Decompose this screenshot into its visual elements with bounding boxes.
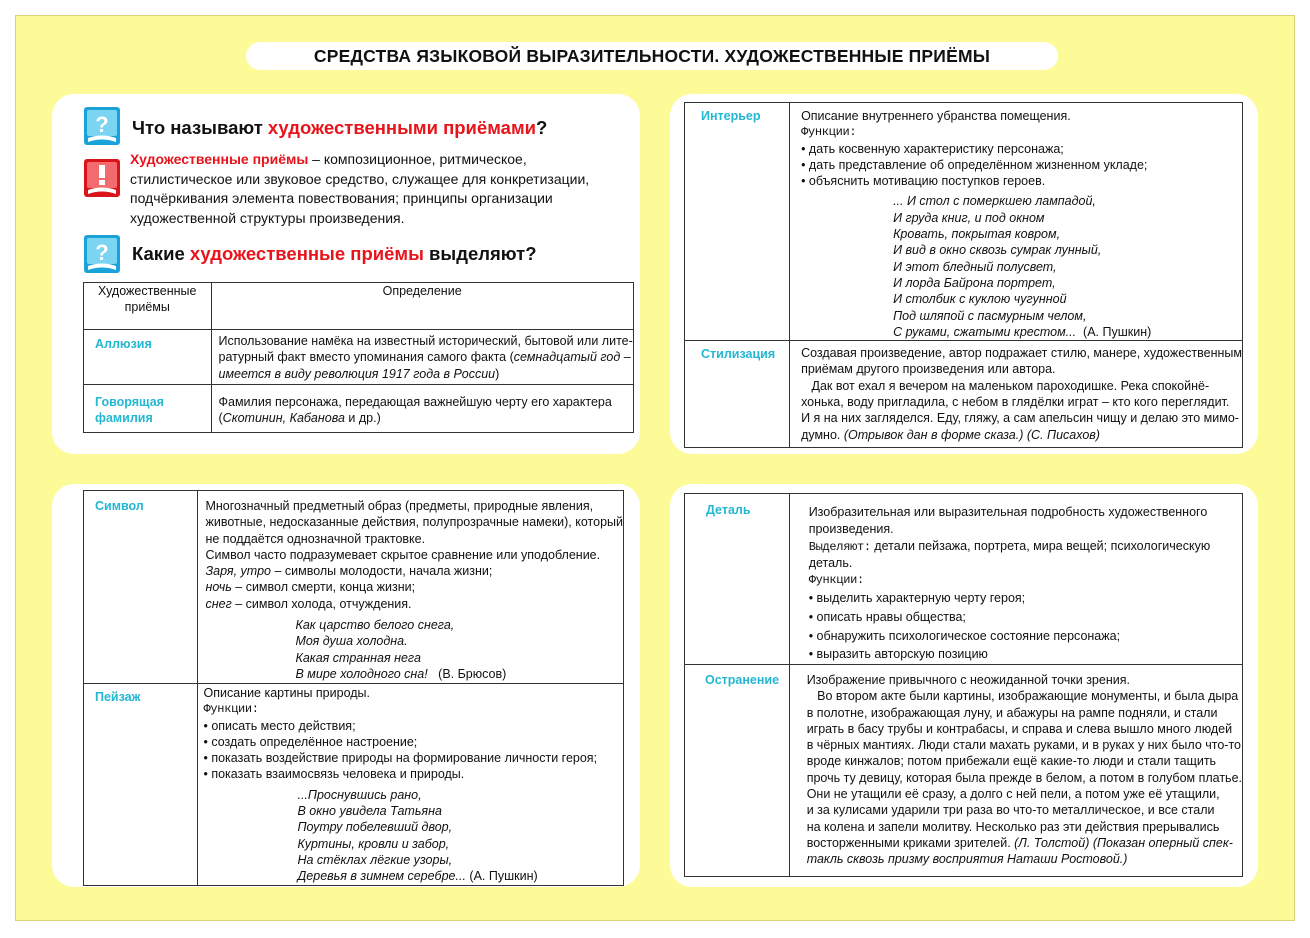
- row-stylization: [685, 341, 1243, 448]
- landscape-functions-label: Функции:: [203, 702, 259, 717]
- interior-poem-line-7: И столбик с куклою чугунной: [893, 292, 1067, 307]
- def-estrangement: [789, 665, 1242, 877]
- landscape-poem-line-2: В окно увидела Татьяна: [297, 804, 442, 819]
- def-symbol: [198, 491, 624, 684]
- stylization-line-6: [801, 427, 1242, 443]
- detail-highlight-text: детали пейзажа, портрета, мира вещей; психологическую: [870, 538, 1211, 553]
- header-definition: [211, 283, 633, 330]
- symbol-line-2: животные, недосказанные действия, полупрозрачные намеки), который: [205, 515, 623, 530]
- symbol-author: (В. Брюсов): [438, 666, 507, 681]
- interior-poem-line-8: Под шляпой с пасмурным челом,: [893, 308, 1087, 323]
- allusion-line-1: Использование намёка на известный исторический, бытовой или лите-: [218, 334, 633, 348]
- term-speaking-name-text: Говорящая фамилия: [95, 395, 164, 426]
- symbol-line-4: Символ часто подразумевает скрытое сравнение или уподобление.: [205, 547, 601, 562]
- row-landscape: [84, 684, 624, 886]
- stylization-last-a: думно.: [801, 427, 844, 442]
- question-book-icon: [83, 106, 121, 146]
- estrangement-line-5: в чёрных мантиях. Люди стали махать руками, и в руках у них было что-то: [806, 738, 1241, 753]
- term-interior-text: Интерьер: [701, 109, 761, 123]
- estrangement-line-4: играть в басу трубы и контрабасы, и справа и слева вышло много людей: [806, 721, 1233, 736]
- landscape-poem-line-3: Поутру побелевший двор,: [297, 820, 453, 835]
- interior-poem-line-4: И вид в окно сквозь сумрак лунный,: [893, 243, 1102, 258]
- speaking-l2a: (: [218, 411, 223, 426]
- header-term-text: Художественные приёмы: [98, 284, 197, 315]
- header-definition-text: Определение: [382, 284, 462, 298]
- landscape-bullet-4: • показать взаимосвязь человека и природы.: [203, 767, 465, 782]
- detail-highlight-label: Выделяют:: [808, 539, 871, 554]
- interior-poem-last: С руками, сжатыми крестом...: [893, 324, 1077, 339]
- estrangement-line-7: прочь ту девицу, которая была прежде в белом, а потом в голубом платье.: [806, 770, 1242, 785]
- interior-poem-line-2: И груда книг, и под окном: [893, 210, 1045, 225]
- row-interior: [685, 103, 1243, 341]
- estrangement-line-10: на колена и запели молитву. Несколько раз эти действия прерывались: [806, 819, 1220, 834]
- symbol-poem-last: В мире холодного сна!: [295, 666, 428, 681]
- interior-poem-line-1: ... И стол с померкшею лампадой,: [893, 194, 1096, 209]
- interior-poem-line-3: Кровать, покрытая ковром,: [893, 227, 1061, 242]
- term-allusion-text: Аллюзия: [95, 337, 152, 351]
- detail-bullet-4: • выразить авторскую позицию: [808, 647, 988, 662]
- detail-bullet-1: • выделить характерную черту героя;: [808, 590, 1026, 605]
- landscape-bullet-2: • создать определённое настроение;: [203, 734, 418, 749]
- landscape-poem: [297, 787, 623, 885]
- symbol-example-2: [205, 579, 623, 595]
- detail-line-1: Изобразительная или выразительная подробность художественного: [808, 505, 1208, 519]
- estrangement-line-3: в полотне, изображающая луну, и абажуры на рампе подняли, и стали: [806, 705, 1218, 720]
- row-detail: [685, 494, 1243, 665]
- detail-highlight: [809, 538, 1242, 556]
- symbol-poem: [295, 617, 623, 682]
- landscape-poem-line-6: [297, 868, 623, 884]
- allusion-l2a: ратурный факт вместо упоминания самого факта (: [218, 350, 514, 365]
- def-interior: [790, 103, 1243, 341]
- table-symbol-landscape: [83, 490, 624, 886]
- question-what-is: [132, 117, 547, 139]
- landscape-bullet-1: • описать место действия;: [203, 718, 356, 733]
- svg-text:?: ?: [95, 112, 109, 137]
- allusion-l3b: ): [495, 366, 500, 381]
- speaking-l2b: Скотинин, Кабанова: [222, 411, 345, 426]
- svg-text:?: ?: [95, 240, 109, 265]
- def-allusion: [211, 330, 633, 385]
- detail-functions-label: Функции:: [808, 573, 864, 588]
- allusion-line-3: [219, 366, 633, 382]
- symbol-poem-line-1: Как царство белого снега,: [295, 618, 455, 633]
- estrangement-line-12: такль сквозь призму восприятия Наташи Ростовой.): [806, 852, 1128, 867]
- estrangement-line-1: Изображение привычного с неожиданной точки зрения.: [806, 673, 1130, 687]
- interior-poem-line-5: И этот бледный полусвет,: [893, 259, 1057, 274]
- landscape-poem-line-5: На стёклах лёгкие узоры,: [297, 852, 453, 867]
- term-allusion: [84, 330, 212, 385]
- term-landscape: [84, 684, 198, 886]
- estrangement-line-8: Они не утащили её сразу, а долго с ней пели, а потом уже её утащили,: [806, 787, 1220, 802]
- symbol-ex1-term: Заря, утро: [205, 564, 271, 579]
- symbol-ex2-text: – символ смерти, конца жизни;: [231, 580, 416, 595]
- symbol-line-1: Многозначный предметный образ (предметы, природные явления,: [205, 499, 594, 513]
- allusion-line-2: [219, 349, 633, 365]
- stylization-line-4: хонька, воду пригладила, с небом в глядёлки играт – кто кого переглядит.: [801, 395, 1230, 410]
- poster-title-text: СРЕДСТВА ЯЗЫКОВОЙ ВЫРАЗИТЕЛЬНОСТИ. ХУДОЖЕСТВЕННЫЕ ПРИЁМЫ: [313, 45, 991, 66]
- symbol-poem-line-4: [295, 666, 623, 682]
- interior-bullet-3: • объяснить мотивацию поступков героев.: [801, 174, 1046, 189]
- symbol-example-3: [205, 596, 623, 612]
- exclamation-book-icon: [83, 158, 121, 198]
- estrangement-last-b: (Л. Толстой) (Показан оперный спек-: [1014, 835, 1233, 850]
- detail-bullet-3: • обнаружить психологическое состояние персонажа;: [808, 628, 1121, 643]
- question-which: [132, 243, 537, 265]
- estrangement-line-9: и за кулисами ударили три раза во что-то металлическое, и все стали: [806, 803, 1215, 818]
- def-speaking-name: [211, 385, 633, 433]
- term-estrangement-text: Остранение: [705, 673, 780, 687]
- landscape-poem-line-1: ...Проснувшись рано,: [297, 787, 422, 802]
- estrangement-line-11: [807, 835, 1242, 851]
- term-estrangement: [685, 665, 790, 877]
- stylization-line-2: приёмам другого произведения или автора.: [801, 362, 1056, 377]
- term-detail-text: Деталь: [706, 503, 751, 517]
- header-term: [84, 283, 212, 330]
- term-landscape-text: Пейзаж: [95, 690, 141, 704]
- definition-body: – композиционное, ритмическое, стилистическое или звуковое средство, служащее для конкретизации, подчёркивания элемента повествования; принципы организации художественной структуры произведения.: [130, 151, 590, 226]
- def-landscape: [198, 684, 624, 886]
- detail-highlight-text-2: деталь.: [808, 556, 853, 571]
- landscape-author: (А. Пушкин): [469, 869, 538, 884]
- row-symbol: [84, 491, 624, 684]
- interior-line-1: Описание внутреннего убранства помещения.: [801, 109, 1071, 123]
- term-speaking-name: [84, 385, 212, 433]
- symbol-poem-line-3: Какая странная нега: [295, 650, 421, 665]
- q2-highlight: художественные приёмы: [189, 243, 424, 264]
- symbol-example-1: [205, 563, 623, 579]
- q1-pre: Что называют: [132, 117, 268, 138]
- q1-highlight: художественными приёмами: [267, 117, 537, 138]
- row-estrangement: [685, 665, 1243, 877]
- term-stylization: [685, 341, 790, 448]
- definition-text: [130, 150, 630, 228]
- def-stylization: [790, 341, 1243, 448]
- interior-poem: [893, 193, 1242, 340]
- table-detail-estrangement: [684, 493, 1243, 877]
- q2-pre: Какие: [132, 243, 190, 264]
- landscape-poem-last: Деревья в зимнем серебре...: [297, 869, 466, 884]
- symbol-ex3-text: – символ холода, отчуждения.: [231, 596, 412, 611]
- estrangement-last-a: восторженными криками зрителей.: [806, 835, 1015, 850]
- symbol-line-3: не поддаётся однозначной трактовке.: [205, 531, 426, 546]
- interior-poem-line-9: [893, 324, 1242, 340]
- speaking-line-1: Фамилия персонажа, передающая важнейшую черту его характера: [218, 395, 612, 409]
- landscape-bullet-3: • показать воздействие природы на формирование личности героя;: [203, 751, 598, 766]
- interior-author: (А. Пушкин): [1083, 324, 1152, 339]
- row-speaking-name: [84, 385, 634, 433]
- symbol-ex1-text: – символы молодости, начала жизни;: [270, 564, 493, 579]
- q1-post: ?: [536, 117, 548, 138]
- interior-functions-label: Функции:: [801, 125, 857, 140]
- poster-title: [246, 42, 1058, 70]
- interior-bullet-1: • дать косвенную характеристику персонажа;: [801, 141, 1064, 156]
- interior-poem-line-6: И лорда Байрона портрет,: [893, 275, 1056, 290]
- symbol-ex2-term: ночь: [205, 580, 232, 595]
- term-detail: [685, 494, 790, 665]
- stylization-line-1: Создавая произведение, автор подражает стилю, манере, художественным: [801, 346, 1242, 361]
- row-allusion: [84, 330, 634, 385]
- allusion-l2b: семнадцатый год –: [513, 350, 631, 365]
- stylization-line-5: И я на них загляделся. Еду, гляжу, а сам апельсин чищу и делаю это мимо-: [801, 411, 1239, 426]
- term-symbol-text: Символ: [95, 499, 144, 513]
- symbol-ex3-term: снег: [205, 596, 232, 611]
- detail-line-2: произведения.: [808, 521, 894, 536]
- term-interior: [685, 103, 790, 341]
- estrangement-line-6: вроде кинжалов; потом прибежали ещё какие-то люди и стали тащить: [806, 754, 1217, 769]
- detail-bullet-2: • описать нравы общества;: [808, 609, 966, 624]
- speaking-l2c: и др.): [344, 411, 381, 426]
- term-stylization-text: Стилизация: [701, 347, 776, 362]
- def-detail: [789, 494, 1242, 665]
- allusion-l3a: имеется в виду революция 1917 года в России: [218, 366, 496, 381]
- question-book-icon-2: [83, 234, 121, 274]
- stylization-last-b: (Отрывок дан в форме сказа.) (С. Писахов): [843, 427, 1100, 442]
- q2-post: выделяют?: [423, 243, 537, 264]
- table-intro: [83, 282, 634, 433]
- landscape-poem-line-4: Куртины, кровли и забор,: [297, 836, 450, 851]
- table-interior-stylization: [684, 102, 1243, 448]
- interior-bullet-2: • дать представление об определённом жизненном укладе;: [801, 157, 1148, 172]
- term-symbol: [84, 491, 198, 684]
- speaking-line-2: [219, 410, 633, 426]
- estrangement-line-2: Во втором акте были картины, изображающие монументы, и была дыра: [806, 689, 1239, 704]
- definition-term: Художественные приёмы: [130, 151, 309, 167]
- symbol-poem-line-2: Моя душа холодна.: [295, 634, 408, 649]
- stylization-line-3: Дак вот ехал я вечером на маленьком пароходишке. Река спокойнё-: [801, 378, 1210, 393]
- landscape-line-1: Описание картины природы.: [203, 686, 370, 700]
